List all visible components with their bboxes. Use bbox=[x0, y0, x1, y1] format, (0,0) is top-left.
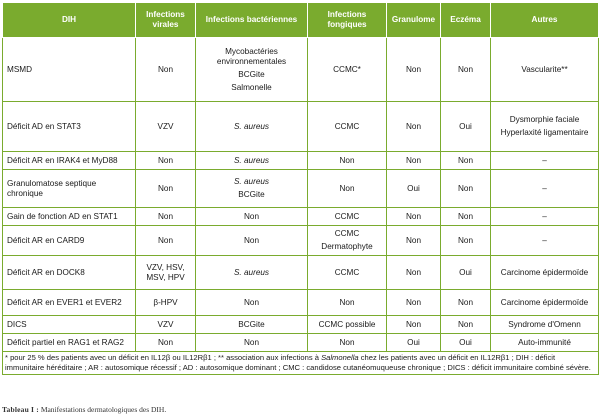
table-cell bbox=[196, 256, 308, 290]
table-cell bbox=[196, 208, 308, 226]
row-label-cell bbox=[3, 208, 136, 226]
table-caption bbox=[2, 405, 166, 414]
table-cell bbox=[387, 208, 441, 226]
cell-text: Vascularite** bbox=[521, 64, 568, 74]
table-cell bbox=[441, 256, 491, 290]
table-row bbox=[3, 290, 599, 316]
cell-text: Non bbox=[243, 235, 260, 245]
table-cell bbox=[491, 152, 599, 170]
table-cell bbox=[308, 334, 387, 352]
table-cell bbox=[308, 290, 387, 316]
row-label-cell bbox=[3, 256, 136, 290]
table-cell bbox=[136, 38, 196, 102]
table-cell bbox=[196, 170, 308, 208]
cell-text: Non bbox=[405, 211, 422, 221]
table-cell bbox=[196, 38, 308, 102]
cell-text: Non bbox=[457, 297, 474, 307]
cell-text: CCMC possible bbox=[318, 319, 376, 329]
row-label-cell bbox=[3, 170, 136, 208]
table-cell bbox=[491, 256, 599, 290]
table-cell bbox=[491, 290, 599, 316]
table-cell bbox=[308, 256, 387, 290]
table-cell bbox=[308, 102, 387, 152]
cell-text: BCGite bbox=[238, 319, 265, 329]
cell-text: Non bbox=[405, 235, 422, 245]
cell-text: MSMD bbox=[7, 64, 33, 74]
row-label-cell bbox=[3, 226, 136, 256]
table-cell bbox=[308, 38, 387, 102]
cell-text: Oui bbox=[459, 267, 472, 277]
cell-text: VZV bbox=[157, 319, 174, 329]
table-cell bbox=[308, 170, 387, 208]
table-row bbox=[3, 334, 599, 352]
cell-text: Non bbox=[243, 297, 260, 307]
table-container bbox=[2, 2, 598, 375]
row-label-cell bbox=[3, 38, 136, 102]
caption-label: Tableau I : bbox=[2, 405, 39, 414]
table-cell bbox=[441, 290, 491, 316]
table-cell bbox=[441, 208, 491, 226]
table-cell bbox=[491, 316, 599, 334]
cell-text: BCGite bbox=[238, 190, 265, 199]
table-row bbox=[3, 226, 599, 256]
table-cell bbox=[196, 102, 308, 152]
table-cell bbox=[441, 38, 491, 102]
table-cell bbox=[441, 152, 491, 170]
cell-text: – bbox=[542, 211, 547, 221]
cell-text: VZV, HSV, MSV, HPV bbox=[146, 262, 185, 282]
table-footnote: * pour 25 % des patients avec un déficit en IL12β ou IL12Rβ1 ; ** association aux infections à Salmonella chez les patients avec un déficit en IL12Rβ1 ; DIH : déficit immunitaire héréditaire ; AR : autosomique récessif ; AD : autosomique dominant ; CMC : candidose cutanéomuqueuse chronique ; DICS : déficit immunitaire combiné sévère. bbox=[3, 352, 599, 375]
table-cell bbox=[196, 152, 308, 170]
cell-text: Mycobactéries environnementales bbox=[216, 46, 287, 66]
cell-text: S. aureus bbox=[233, 155, 270, 165]
row-label-cell bbox=[3, 152, 136, 170]
cell-text: Déficit partiel en RAG1 et RAG2 bbox=[7, 337, 124, 347]
cell-text: Non bbox=[339, 297, 355, 307]
cell-text: Non bbox=[457, 64, 474, 74]
table-cell bbox=[136, 334, 196, 352]
table-row bbox=[3, 152, 599, 170]
cell-text: Oui bbox=[459, 121, 472, 131]
table-row bbox=[3, 208, 599, 226]
cell-text: CCMC bbox=[334, 267, 360, 277]
header-cell: Eczéma bbox=[441, 3, 491, 38]
table-cell bbox=[136, 170, 196, 208]
cell-text: Non bbox=[157, 155, 174, 165]
table-cell bbox=[136, 208, 196, 226]
cell-text: S. aureus bbox=[233, 121, 270, 131]
cell-text: Non bbox=[157, 235, 174, 245]
cell-text: – bbox=[542, 155, 547, 165]
table-cell bbox=[308, 208, 387, 226]
cell-text: Dermatophyte bbox=[321, 242, 373, 251]
cell-text: – bbox=[542, 183, 547, 193]
header-cell: Infections bactériennes bbox=[196, 3, 308, 38]
cell-text: Non bbox=[243, 211, 260, 221]
table-cell bbox=[196, 226, 308, 256]
cell-text: Non bbox=[457, 235, 474, 245]
cell-text: Non bbox=[405, 267, 422, 277]
header-row bbox=[3, 3, 599, 38]
cell-text: VZV bbox=[157, 121, 174, 131]
cell-text: Non bbox=[157, 337, 174, 347]
table-cell bbox=[387, 102, 441, 152]
table-cell bbox=[387, 226, 441, 256]
table-cell bbox=[196, 290, 308, 316]
table-cell bbox=[387, 290, 441, 316]
cell-text: Déficit AR en IRAK4 et MyD88 bbox=[7, 155, 118, 165]
table-cell bbox=[136, 152, 196, 170]
cell-text: Non bbox=[157, 211, 174, 221]
cell-text: BCGite bbox=[238, 69, 265, 79]
cell-text: Non bbox=[339, 183, 355, 193]
cell-text: Non bbox=[457, 155, 474, 165]
cell-text: Déficit AR en DOCK8 bbox=[7, 267, 85, 277]
table-cell bbox=[136, 256, 196, 290]
row-label-cell bbox=[3, 316, 136, 334]
cell-text: Non bbox=[457, 183, 474, 193]
header-cell: DIH bbox=[3, 3, 136, 38]
cell-text: β-HPV bbox=[153, 297, 178, 307]
cell-text: Oui bbox=[459, 337, 472, 347]
organism-name: Salmonella bbox=[321, 353, 359, 362]
cell-text: Non bbox=[243, 337, 260, 347]
header-cell: Infections virales bbox=[136, 3, 196, 38]
cell-text: Non bbox=[405, 319, 422, 329]
table-cell bbox=[491, 170, 599, 208]
table-cell bbox=[387, 152, 441, 170]
table-row bbox=[3, 170, 599, 208]
table-cell bbox=[491, 226, 599, 256]
cell-text: – bbox=[542, 235, 547, 245]
table-cell bbox=[441, 316, 491, 334]
table-row bbox=[3, 256, 599, 290]
cell-text: Non bbox=[405, 297, 422, 307]
table-cell bbox=[136, 102, 196, 152]
table-cell bbox=[441, 226, 491, 256]
header-cell: Granulome bbox=[387, 3, 441, 38]
table-cell bbox=[387, 316, 441, 334]
cell-text: Déficit AR en CARD9 bbox=[7, 235, 85, 245]
table-cell bbox=[308, 152, 387, 170]
table-row bbox=[3, 316, 599, 334]
cell-text: Non bbox=[157, 183, 174, 193]
table-cell bbox=[387, 256, 441, 290]
table-cell bbox=[441, 334, 491, 352]
cell-text: Non bbox=[405, 64, 422, 74]
cell-text: Oui bbox=[407, 337, 420, 347]
table-cell bbox=[387, 334, 441, 352]
cell-text: DICS bbox=[7, 319, 27, 329]
table-cell bbox=[387, 38, 441, 102]
table-cell bbox=[491, 334, 599, 352]
table-cell bbox=[441, 170, 491, 208]
cell-text: Syndrome d'Omenn bbox=[508, 319, 581, 329]
table-cell bbox=[387, 170, 441, 208]
cell-text: Non bbox=[457, 319, 474, 329]
cell-text: Non bbox=[405, 121, 422, 131]
footnote-row bbox=[3, 352, 599, 375]
table-cell bbox=[491, 38, 599, 102]
header-cell: Autres bbox=[491, 3, 599, 38]
header-cell: Infections fongiques bbox=[308, 3, 387, 38]
dih-table bbox=[2, 2, 599, 375]
table-cell bbox=[196, 334, 308, 352]
cell-text: CCMC bbox=[334, 229, 360, 238]
table-cell bbox=[136, 316, 196, 334]
cell-text: S. aureus bbox=[233, 267, 270, 277]
cell-text: Non bbox=[405, 155, 422, 165]
table-cell bbox=[136, 290, 196, 316]
cell-text: Hyperlaxité ligamentaire bbox=[500, 128, 589, 137]
cell-text: Dysmorphie faciale bbox=[509, 115, 580, 124]
row-label-cell bbox=[3, 102, 136, 152]
table-cell bbox=[491, 102, 599, 152]
cell-text: Non bbox=[457, 211, 474, 221]
table-row bbox=[3, 38, 599, 102]
cell-text: Carcinome épidermoïde bbox=[500, 297, 589, 307]
cell-text: Déficit AR en EVER1 et EVER2 bbox=[7, 297, 122, 307]
cell-text: Gain de fonction AD en STAT1 bbox=[7, 211, 118, 221]
cell-text: Salmonelle bbox=[231, 82, 272, 92]
cell-text: CCMC bbox=[334, 121, 360, 131]
caption-text: Manifestations dermatologiques des DIH. bbox=[40, 405, 167, 414]
cell-text: Déficit AD en STAT3 bbox=[7, 121, 81, 131]
cell-text: S. aureus bbox=[233, 177, 270, 186]
table-cell bbox=[308, 226, 387, 256]
table-row bbox=[3, 102, 599, 152]
row-label-cell bbox=[3, 334, 136, 352]
table-cell bbox=[196, 316, 308, 334]
row-label-cell bbox=[3, 290, 136, 316]
table-cell bbox=[491, 208, 599, 226]
cell-text: Non bbox=[157, 64, 174, 74]
table-cell bbox=[136, 226, 196, 256]
cell-text: Auto-immunité bbox=[518, 337, 571, 347]
cell-text: Non bbox=[339, 155, 355, 165]
cell-text: Non bbox=[339, 337, 355, 347]
cell-text: Oui bbox=[407, 183, 420, 193]
cell-text: Carcinome épidermoïde bbox=[500, 267, 589, 277]
table-cell bbox=[308, 316, 387, 334]
cell-text: Granulomatose septique chronique bbox=[7, 178, 97, 198]
cell-text: CCMC* bbox=[333, 64, 361, 74]
table-cell bbox=[441, 102, 491, 152]
cell-text: CCMC bbox=[334, 211, 360, 221]
